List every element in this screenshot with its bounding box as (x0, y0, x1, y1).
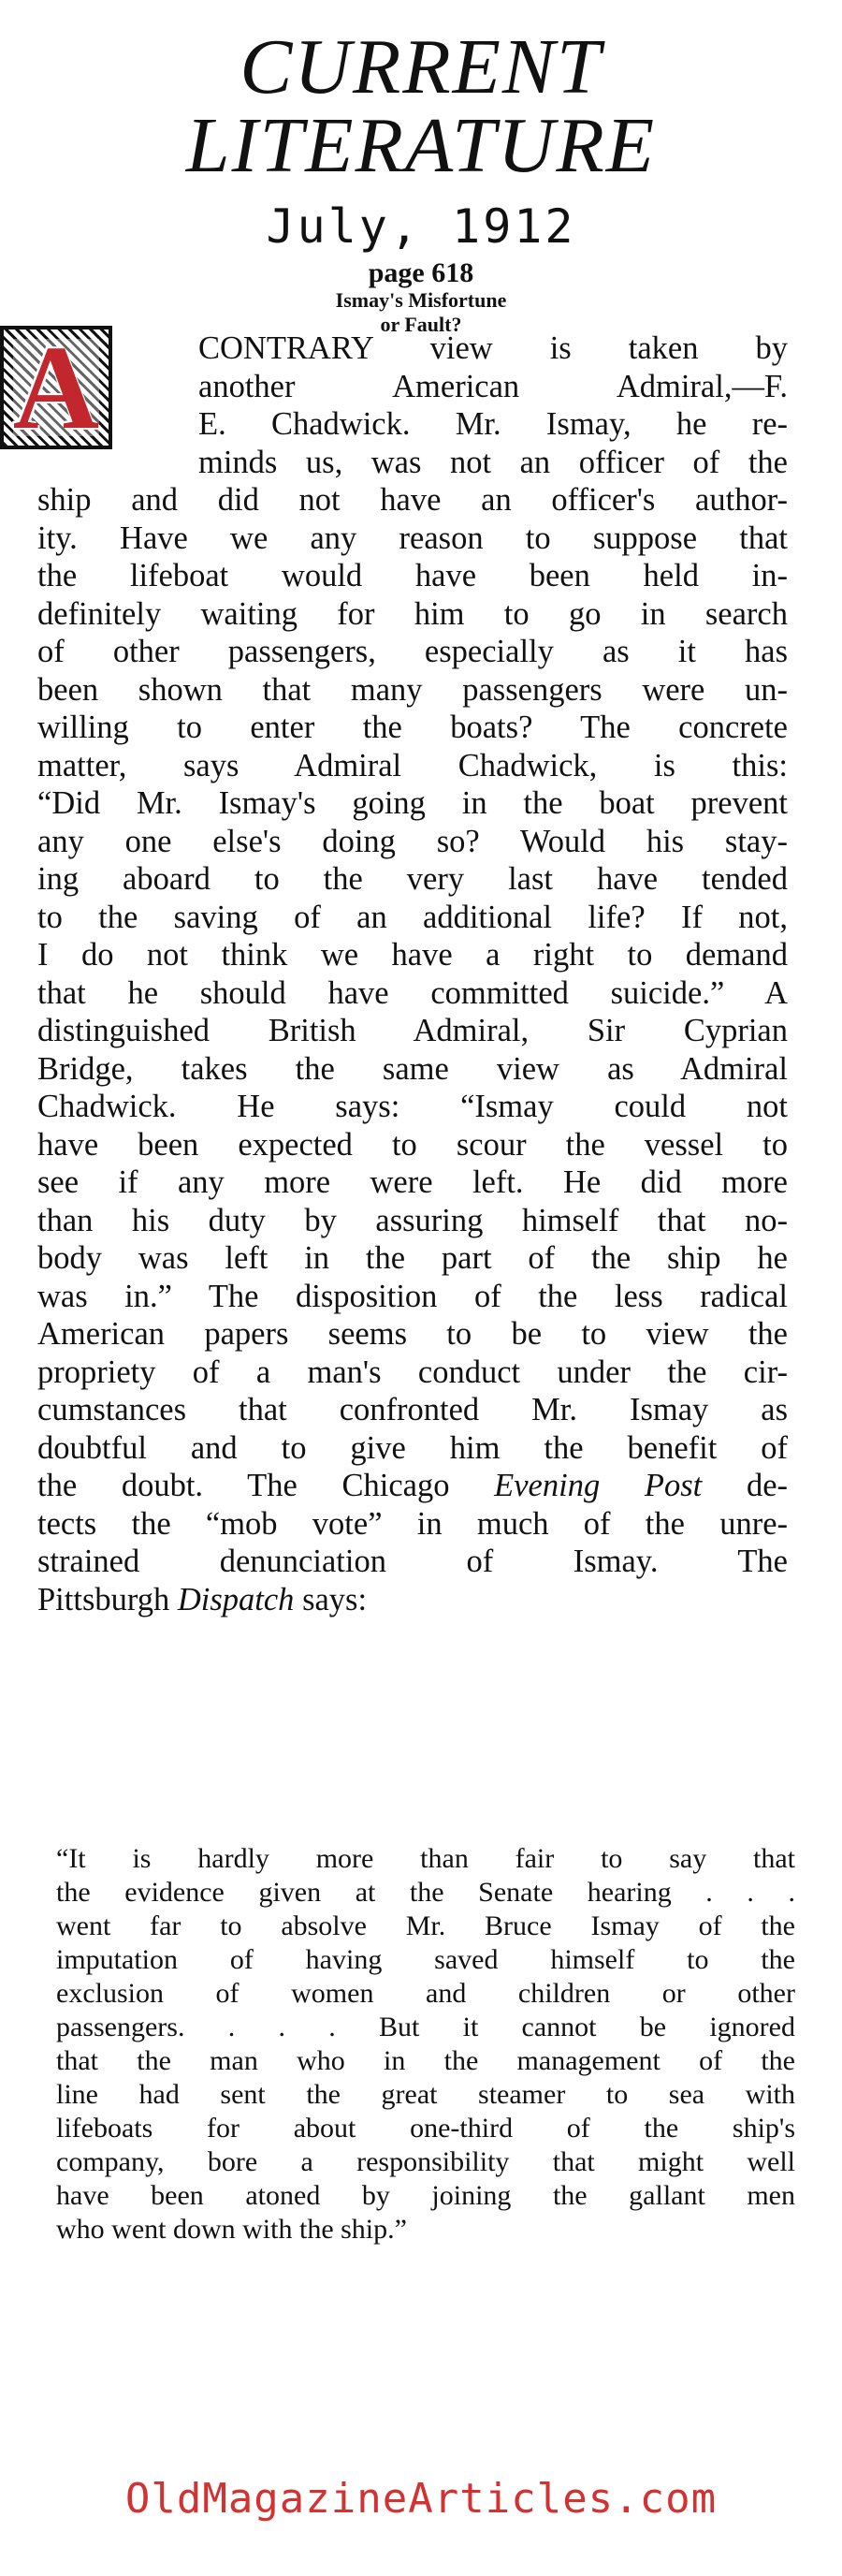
indented-paragraph-lines (198, 329, 788, 481)
quote-line: have been atoned by joining the gallant men (56, 2180, 795, 2211)
text-line: have been expected to scour the vessel to (37, 1126, 788, 1163)
headline-line1: Ismay's Misfortune (335, 288, 507, 312)
quote-line: passengers. . . . But it cannot be ignored (56, 2012, 795, 2042)
text-line: ing aboard to the very last have tended (37, 861, 788, 897)
text-line: cumstances that confronted Mr. Ismay as (37, 1392, 788, 1427)
text-line: matter, says Admiral Chadwick, is this: (37, 747, 788, 783)
text-line: willing to enter the boats? The concrete (37, 710, 788, 745)
quote-line: lifeboats for about one-third of the ship's (56, 2113, 795, 2144)
text-line: another American Admiral,—F. (198, 368, 788, 404)
quote-line: the evidence given at the Senate hearing . . . (56, 1877, 795, 1908)
drop-cap-letter: A (12, 321, 100, 454)
source-watermark: OldMagazineArticles.com (124, 2475, 718, 2523)
text-line: “Did Mr. Ismay's going in the boat prevent (37, 785, 788, 821)
text-line: doubtful and to give him the benefit of (37, 1429, 788, 1466)
quote-line: went far to absolve Mr. Bruce Ismay of the (56, 1910, 795, 1941)
text-line: any one else's doing so? Would his stay- (37, 823, 788, 859)
magazine-title-line1: CURRENT (240, 23, 602, 110)
text-line: distinguished British Admiral, Sir Cyprian (37, 1013, 788, 1048)
text-line: been shown that many passengers were un- (37, 671, 788, 708)
text-line: propriety of a man's conduct under the cir- (37, 1354, 788, 1390)
text-line: that he should have committed suicide.” A (37, 974, 788, 1011)
text-line: Bridge, takes the same view as Admiral (37, 1050, 788, 1087)
text-line: see if any more were left. He did more (37, 1164, 788, 1200)
quote-line: who went down with the ship.” (56, 2214, 407, 2245)
page-reference: page 618 (368, 257, 474, 288)
body-paragraph (37, 481, 788, 1618)
issue-date: July, 1912 (266, 199, 576, 254)
text-line: ity. Have we any reason to suppose that (37, 520, 788, 556)
text-line: Chadwick. He says: “Ismay could not (37, 1089, 788, 1124)
block-quote (56, 1842, 795, 2247)
text-line: E. Chadwick. Mr. Ismay, he re- (198, 406, 788, 442)
text-line: of other passengers, especially as it has (37, 634, 788, 669)
text-line: American papers seems to be to view the (37, 1316, 788, 1352)
illuminated-drop-cap (0, 321, 112, 454)
masthead (0, 23, 842, 337)
text-line: ship and did not have an officer's author- (37, 482, 788, 518)
quote-line: that the man who in the management of the (56, 2045, 795, 2076)
text-line: tects the “mob vote” in much of the unre- (37, 1505, 788, 1542)
magazine-title-line2: LITERATURE (185, 102, 657, 189)
text-line: was in.” The disposition of the less radical (37, 1278, 788, 1314)
quote-line: “It is hardly more than fair to say that (56, 1843, 795, 1874)
text-line: body was left in the part of the ship he (37, 1240, 788, 1276)
headline-line2: or Fault? (380, 313, 462, 336)
text-line: to the saving of an additional life? If not, (37, 899, 788, 935)
quote-line: imputation of having saved himself to the (56, 1944, 795, 1975)
text-line: CONTRARY view is taken by (198, 330, 788, 366)
text-line: the lifeboat would have been held in- (37, 558, 788, 593)
text-line: strained denunciation of Ismay. The (37, 1544, 788, 1579)
quote-line: company, bore a responsibility that might well (56, 2146, 795, 2177)
quote-line: exclusion of women and children or other (56, 1978, 795, 2009)
quote-line: line had sent the great steamer to sea with (56, 2079, 795, 2110)
text-line: definitely waiting for him to go in search (37, 595, 788, 632)
text-line: Pittsburgh Dispatch says: (37, 1581, 368, 1617)
text-line: than his duty by assuring himself that no- (37, 1202, 788, 1238)
text-line: I do not think we have a right to demand (37, 937, 788, 973)
text-line: minds us, was not an officer of the (198, 444, 788, 480)
text-line: the doubt. The Chicago Evening Post de- (37, 1468, 788, 1503)
